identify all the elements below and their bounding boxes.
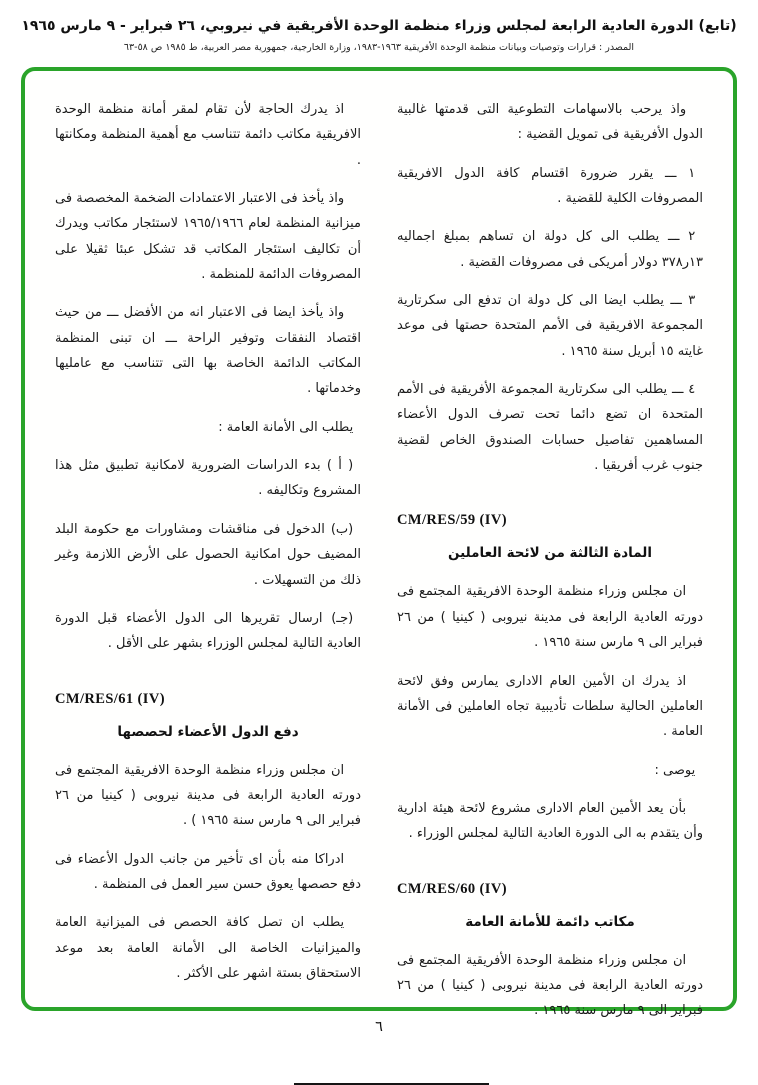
- column-right: [397, 97, 703, 1037]
- paragraph: يطلب ان تصل كافة الحصص فى الميزانية العامة والميزانيات الخاصة الى الأمانة العامة بعد موعد الاستحقاق بستة اشهر على الأكثر .: [55, 915, 361, 981]
- section-divider: [294, 1083, 489, 1085]
- document-header: [0, 0, 758, 53]
- two-column-layout: [55, 97, 703, 1037]
- numbered-item: ٤ ـــ يطلب الى سكرتارية المجموعة الأفريقية فى الأمم المتحدة ان تضع دائما تحت تصرف الدول الأعضاء المساهمين تفاصيل حسابات الصندوق الخاص لقضية جنوب غرب أفريقيا .: [397, 382, 703, 474]
- paragraph: ان مجلس وزراء منظمة الوحدة الأفريقية المجتمع فى دورته العادية الرابعة فى مدينة نيروبى ( كينيا ) من ٢٦ فبراير الى ٩ مارس سنة ١٩٦٥ .: [397, 952, 703, 1019]
- resolution-number: CM/RES/59 (IV): [397, 512, 507, 529]
- page-number: ٦: [375, 1019, 383, 1035]
- numbered-item: ٢ ـــ يطلب الى كل دولة ان تساهم بمبلغ اجماليه ١٣ر٣٧٨ دولار أمريكى فى مصروفات القضية .: [397, 229, 703, 270]
- paragraph: واذ يأخذ ايضا فى الاعتبار انه من الأفضل ـــ من حيث اقتصاد النفقات وتوفير الراحة ـــ ان تبنى المنظمة المكاتب الدائمة الخاصة بها التى تتناسب مع عامليها وخدماتها .: [55, 305, 361, 397]
- resolution-number: CM/RES/61 (IV): [55, 690, 165, 707]
- paragraph: واذ يأخذ فى الاعتبار الاعتمادات الضخمة المخصصة فى ميزانية المنظمة لعام ١٩٦٥/١٩٦٦ لاستئجار مكاتب ويدرك أن تكاليف استئجار المكاتب قد تشكل عبئا ثقيلا على المصروفات الدائمة للمنظمة .: [55, 191, 361, 283]
- resolution-title: المادة الثالثة من لائحة العاملين: [447, 545, 653, 562]
- numbered-item: ٣ ـــ يطلب ايضا الى كل دولة ان تدفع الى سكرتارية المجموعة الافريقية فى الأمم المتحدة حصتها فى موعد غايته ١٥ أبريل سنة ١٩٦٥ .: [397, 293, 703, 359]
- resolution-title: دفع الدول الأعضاء لحصصها: [117, 723, 299, 740]
- lettered-item: (جـ) ارسال تقريرها الى الدول الأعضاء قبل الدورة العادية التالية لمجلس الوزراء بشهر على الأقل .: [55, 610, 361, 652]
- source-line: المصدر : قرارات وتوصيات وبيانات منظمة الوحدة الأفريقية ١٩٦٣-١٩٨٣، وزارة الخارجية، جمهورية مصر العربية، ط ١٩٨٥ ص ٥٨-٦٣: [123, 42, 635, 53]
- column-left: [55, 97, 361, 1037]
- numbered-item: ١ ـــ يقرر ضرورة اقتسام كافة الدول الافريقية المصروفات الكلية للقضية .: [397, 165, 703, 207]
- paragraph: اذ يدرك الحاجة لأن تقام لمقر أمانة منظمة الوحدة الافريقية مكاتب دائمة تتناسب مع أهمية المنظمة ومكانتها .: [55, 102, 361, 168]
- paragraph: ادراكا منه بأن اى تأخير من جانب الدول الأعضاء فى دفع حصصها يعوق حسن سير العمل فى المنظمة .: [55, 851, 361, 892]
- resolution-number: CM/RES/60 (IV): [397, 880, 507, 897]
- page-title: (تابع) الدورة العادية الرابعة لمجلس وزراء منظمة الوحدة الأفريقية في نيروبي، ٢٦ فبراير - ٩ مارس ١٩٦٥: [21, 18, 737, 34]
- paragraph: بأن يعد الأمين العام الادارى مشروع لائحة هيئة ادارية وأن يتقدم به الى الدورة العادية التالية لمجلس الوزراء .: [397, 800, 703, 842]
- paragraph: يوصى :: [654, 762, 696, 778]
- paragraph: ان مجلس وزراء منظمة الوحدة الافريقية المجتمع فى دورته العادية الرابعة فى مدينة نيروبى ( كينيا من ٢٦ فبراير الى ٩ مارس سنة ١٩٦٥ ) .: [55, 762, 361, 829]
- paragraph: ان مجلس وزراء منظمة الوحدة الافريقية المجتمع فى دورته العادية الرابعة فى مدينة نيروبى ( كينيا ) من ٢٦ فبراير الى ٩ مارس سنة ١٩٦٥ .: [397, 584, 703, 651]
- lettered-item: (ب) الدخول فى مناقشات ومشاورات مع حكومة البلد المضيف حول امكانية الحصول على الأرض اللازمة وغير ذلك من التسهيلات .: [55, 521, 361, 588]
- paragraph: اذ يدرك ان الأمين العام الادارى يمارس وفق لائحة العاملين الحالية سلطات تأديبية تجاه العاملين فى الأمانة العامة .: [397, 673, 703, 740]
- paragraph: يطلب الى الأمانة العامة :: [218, 419, 354, 435]
- content-frame: [21, 67, 737, 1019]
- lettered-item: ( أ ) بدء الدراسات الضرورية لامكانية تطبيق مثل هذا المشروع وتكاليفه .: [55, 458, 361, 499]
- paragraph: واذ يرحب بالاسهامات التطوعية التى قدمتها غالبية الدول الأفريقية فى تمويل القضية :: [397, 102, 703, 143]
- resolution-title: مكاتب دائمة للأمانة العامة: [465, 913, 635, 930]
